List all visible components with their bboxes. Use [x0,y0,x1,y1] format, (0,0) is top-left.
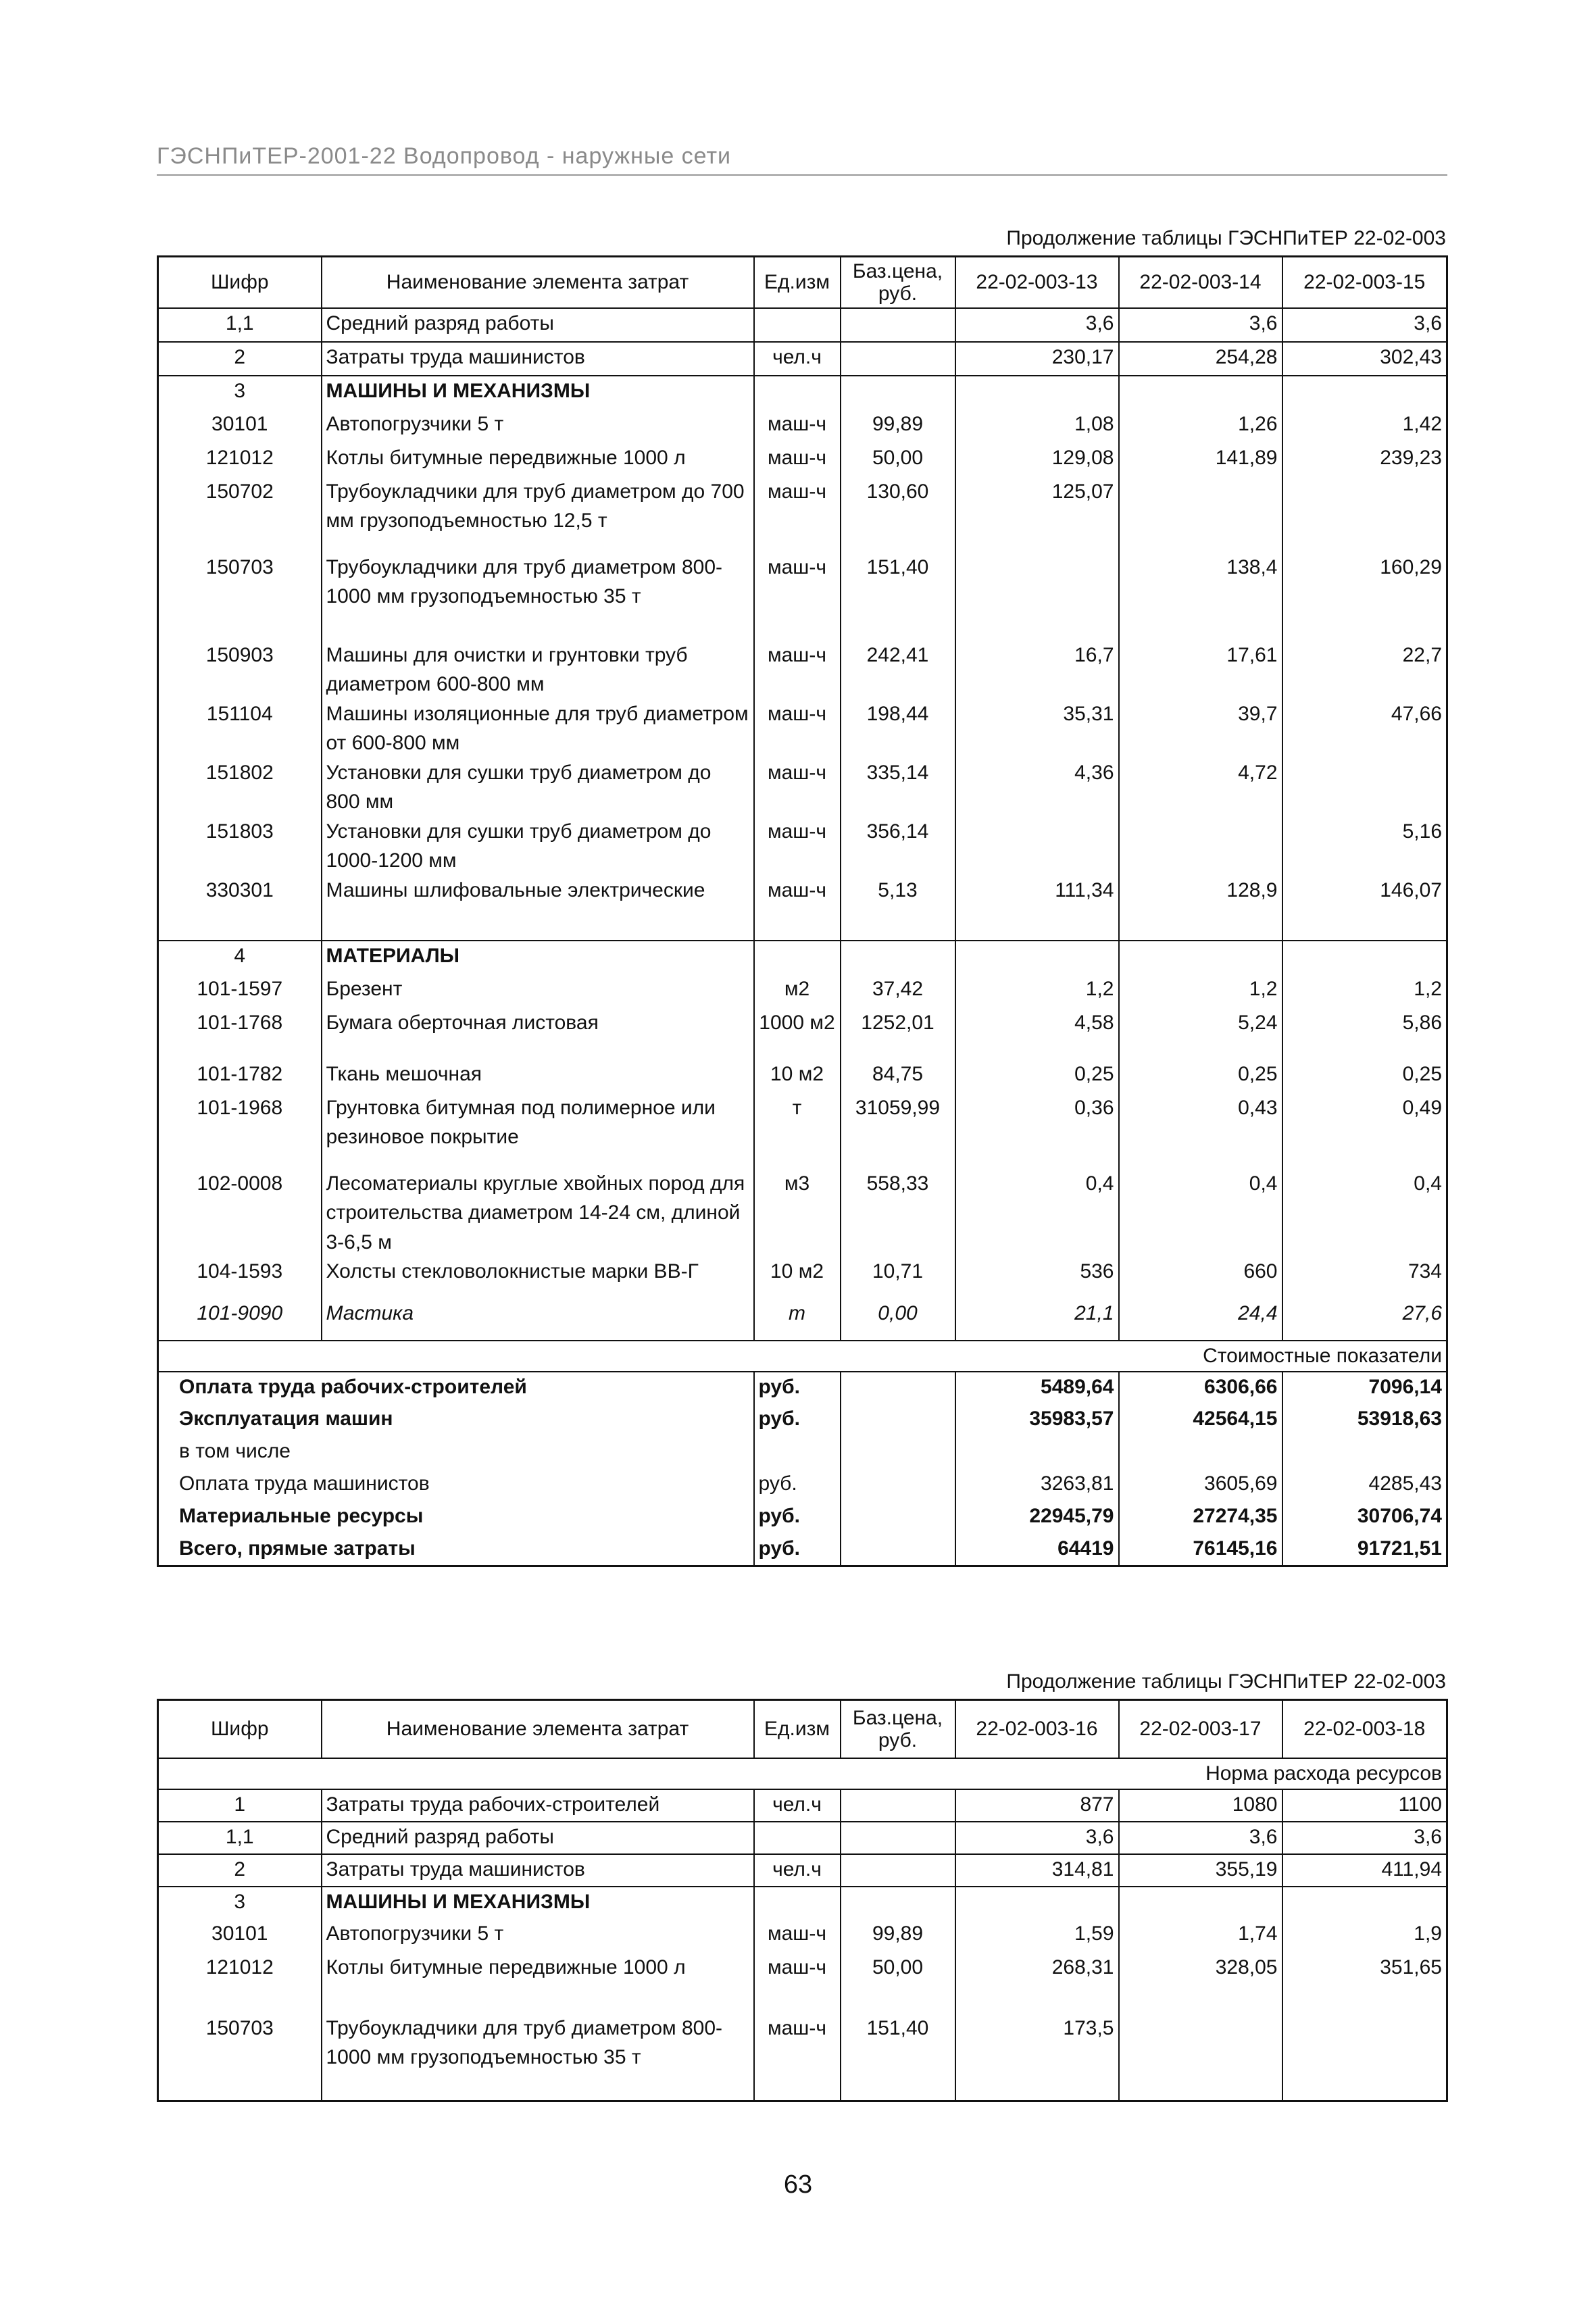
cell-norm-a: 0,36 [955,1093,1119,1169]
cell-norm-a: 536 [955,1257,1119,1299]
cost-value [955,1437,1119,1469]
cell-base-price [841,941,955,974]
cost-value: 64419 [955,1534,1119,1566]
cell-norm-c: 1,2 [1282,974,1447,1008]
cell-name: Затраты труда машинистов [322,1854,754,1887]
cell-code: 151803 [158,817,322,876]
cell-base-price: 99,89 [841,1919,955,1953]
cell-name: Трубоукладчики для труб диаметром 800-1000 мм грузоподъемностью 35 т [322,553,754,641]
col-header-base-price: Баз.цена, руб. [841,257,955,308]
cell-unit: маш-ч [754,1953,841,2014]
cell-norm-b: 0,25 [1119,1060,1282,1093]
cost-value: 22945,79 [955,1501,1119,1534]
cell-code: 101-1782 [158,1060,322,1093]
cost-base-price-empty [841,1404,955,1437]
cell-norm-b: 17,61 [1119,641,1282,699]
table-row [158,699,1447,758]
cell-norm-b: 1,2 [1119,974,1282,1008]
cost-value: 27274,35 [1119,1501,1282,1534]
table-row [158,641,1447,699]
cell-norm-c: 160,29 [1282,553,1447,641]
cell-name: МАТЕРИАЛЫ [322,941,754,974]
cell-code: 1 [158,1789,322,1822]
cell-unit: 1000 м2 [754,1008,841,1060]
cell-code: 101-1768 [158,1008,322,1060]
cell-norm-c: 5,86 [1282,1008,1447,1060]
table-row [158,1060,1447,1093]
cell-name: МАШИНЫ И МЕХАНИЗМЫ [322,376,754,409]
cost-value: 91721,51 [1282,1534,1447,1566]
cell-norm-c [1282,2014,1447,2101]
norm-label-row [158,1758,1447,1789]
cell-norm-a: 1,2 [955,974,1119,1008]
cell-norm-c: 0,25 [1282,1060,1447,1093]
cell-code: 330301 [158,876,322,941]
cell-unit: маш-ч [754,443,841,477]
cell-base-price [841,308,955,342]
cell-norm-a: 314,81 [955,1854,1119,1887]
cell-unit: чел.ч [754,1854,841,1887]
col-header-norm-14: 22-02-003-14 [1119,257,1282,308]
cell-norm-a [955,376,1119,409]
cell-norm-b: 3,6 [1119,308,1282,342]
cell-norm-b [1119,477,1282,553]
table-continuation-label: Продолжение таблицы ГЭСНПиТЕР 22-02-003 [1006,1670,1446,1693]
table-row [158,1822,1447,1854]
cell-unit: маш-ч [754,553,841,641]
cell-unit: 10 м2 [754,1257,841,1299]
cell-name: Мастика [322,1299,754,1341]
cell-code: 4 [158,941,322,974]
cell-code: 3 [158,376,322,409]
cell-norm-a: 3,6 [955,308,1119,342]
cost-base-price-empty [841,1534,955,1566]
cell-unit [754,1822,841,1854]
cell-unit: чел.ч [754,1789,841,1822]
cost-name: Оплата труда машинистов [158,1469,754,1501]
table-row [158,477,1447,553]
cell-norm-b: 24,4 [1119,1299,1282,1341]
cell-norm-b [1119,1887,1282,1919]
cell-unit: маш-ч [754,409,841,443]
cell-base-price: 198,44 [841,699,955,758]
cell-base-price [841,1854,955,1887]
table-continuation-label: Продолжение таблицы ГЭСНПиТЕР 22-02-003 [1006,227,1446,249]
cost-unit: руб. [754,1404,841,1437]
cell-norm-b: 138,4 [1119,553,1282,641]
col-header-code: Шифр [158,257,322,308]
cell-code: 121012 [158,1953,322,2014]
cost-value: 76145,16 [1119,1534,1282,1566]
cell-norm-c: 302,43 [1282,342,1447,376]
col-header-code: Шифр [158,1700,322,1758]
cell-code: 30101 [158,1919,322,1953]
cell-norm-c: 5,16 [1282,817,1447,876]
cell-code: 1,1 [158,1822,322,1854]
cost-base-price-empty [841,1437,955,1469]
cell-code: 2 [158,342,322,376]
table-row [158,974,1447,1008]
cell-code: 102-0008 [158,1169,322,1258]
cell-norm-c [1282,477,1447,553]
cell-code: 150702 [158,477,322,553]
cell-norm-c: 411,94 [1282,1854,1447,1887]
col-header-name: Наименование элемента затрат [322,257,754,308]
table-row [158,1887,1447,1919]
cell-norm-c [1282,376,1447,409]
cell-base-price: 151,40 [841,553,955,641]
cell-name: Ткань мешочная [322,1060,754,1093]
cell-base-price: 31059,99 [841,1093,955,1169]
cell-unit: маш-ч [754,2014,841,2101]
cell-unit: маш-ч [754,477,841,553]
cell-norm-a: 1,59 [955,1919,1119,1953]
resource-table-1 [157,255,1448,1567]
cell-unit: чел.ч [754,342,841,376]
table-row [158,941,1447,974]
cell-name: Лесоматериалы круглые хвойных пород для строительства диаметром 14-24 см, длиной 3-6,5 м [322,1169,754,1258]
cell-code: 3 [158,1887,322,1919]
page-number: 63 [783,2170,813,2199]
cell-code: 101-1597 [158,974,322,1008]
cell-norm-a: 4,58 [955,1008,1119,1060]
cell-code: 121012 [158,443,322,477]
table-row [158,2014,1447,2101]
cell-unit: м3 [754,1169,841,1258]
cost-row [158,1501,1447,1534]
cell-name: Средний разряд работы [322,1822,754,1854]
cell-name: Машины для очистки и грунтовки труб диаметром 600-800 мм [322,641,754,699]
table-row [158,758,1447,817]
cell-base-price [841,376,955,409]
cell-norm-b [1119,817,1282,876]
cell-unit [754,1887,841,1919]
cell-norm-c: 239,23 [1282,443,1447,477]
cell-code: 1,1 [158,308,322,342]
col-header-base-price: Баз.цена, руб. [841,1700,955,1758]
table-row [158,1953,1447,2014]
cost-value [1119,1437,1282,1469]
cell-base-price [841,342,955,376]
cell-name: Средний разряд работы [322,308,754,342]
cell-norm-a: 111,34 [955,876,1119,941]
cell-name: Котлы битумные передвижные 1000 л [322,443,754,477]
table-row [158,1299,1447,1341]
cost-value: 6306,66 [1119,1372,1282,1404]
cell-unit: м2 [754,974,841,1008]
cell-norm-a: 4,36 [955,758,1119,817]
cell-name: Бумага оберточная листовая [322,1008,754,1060]
cell-name: Котлы битумные передвижные 1000 л [322,1953,754,2014]
cost-name: в том числе [158,1437,754,1469]
cost-value: 42564,15 [1119,1404,1282,1437]
cost-unit: руб. [754,1469,841,1501]
table-row [158,443,1447,477]
cell-norm-a: 230,17 [955,342,1119,376]
cost-value: 3263,81 [955,1469,1119,1501]
norm-label: Норма расхода ресурсов [158,1758,1447,1789]
cell-norm-a: 21,1 [955,1299,1119,1341]
cell-norm-a: 268,31 [955,1953,1119,2014]
cell-norm-a: 877 [955,1789,1119,1822]
cell-name: Установки для сушки труб диаметром до 1000-1200 мм [322,817,754,876]
cell-base-price: 99,89 [841,409,955,443]
cell-norm-a: 173,5 [955,2014,1119,2101]
table-row [158,376,1447,409]
cell-base-price [841,1822,955,1854]
table-row [158,342,1447,376]
cell-base-price: 356,14 [841,817,955,876]
cell-norm-b: 39,7 [1119,699,1282,758]
col-header-norm-17: 22-02-003-17 [1119,1700,1282,1758]
table-row [158,1854,1447,1887]
cell-norm-c: 1100 [1282,1789,1447,1822]
cost-value [1282,1437,1447,1469]
cell-base-price: 1252,01 [841,1008,955,1060]
cell-norm-c: 22,7 [1282,641,1447,699]
cell-norm-b [1119,2014,1282,2101]
cell-norm-a [955,553,1119,641]
cell-base-price: 335,14 [841,758,955,817]
col-header-norm-13: 22-02-003-13 [955,257,1119,308]
cell-unit [754,941,841,974]
cell-norm-a [955,941,1119,974]
cell-base-price: 50,00 [841,443,955,477]
table-row [158,876,1447,941]
cell-norm-c: 1,42 [1282,409,1447,443]
col-header-name: Наименование элемента затрат [322,1700,754,1758]
cell-code: 150703 [158,553,322,641]
cell-norm-c: 47,66 [1282,699,1447,758]
cost-value: 5489,64 [955,1372,1119,1404]
col-header-unit: Ед.изм [754,257,841,308]
cell-code: 101-1968 [158,1093,322,1169]
cell-norm-b: 1,26 [1119,409,1282,443]
cell-base-price [841,1887,955,1919]
cell-name: Автопогрузчики 5 т [322,409,754,443]
cell-norm-b: 128,9 [1119,876,1282,941]
cost-unit: руб. [754,1372,841,1404]
cell-code: 150703 [158,2014,322,2101]
cost-unit: руб. [754,1534,841,1566]
cell-norm-a: 0,4 [955,1169,1119,1258]
cell-code: 151104 [158,699,322,758]
cost-value: 35983,57 [955,1404,1119,1437]
cell-name: МАШИНЫ И МЕХАНИЗМЫ [322,1887,754,1919]
resource-table-2 [157,1699,1448,2102]
cell-norm-a [955,1887,1119,1919]
cost-unit [754,1437,841,1469]
col-header-unit: Ед.изм [754,1700,841,1758]
cell-norm-c: 0,49 [1282,1093,1447,1169]
cell-base-price: 130,60 [841,477,955,553]
cell-norm-c: 0,4 [1282,1169,1447,1258]
cost-row [158,1469,1447,1501]
cost-value: 7096,14 [1282,1372,1447,1404]
cell-name: Машины изоляционные для труб диаметром от 600-800 мм [322,699,754,758]
table-row [158,1257,1447,1299]
cell-norm-b: 328,05 [1119,1953,1282,2014]
cell-norm-c [1282,1887,1447,1919]
cell-code: 150903 [158,641,322,699]
col-header-norm-18: 22-02-003-18 [1282,1700,1447,1758]
cell-norm-c: 351,65 [1282,1953,1447,2014]
cell-code: 151802 [158,758,322,817]
cell-norm-c [1282,758,1447,817]
cell-unit: маш-ч [754,758,841,817]
cell-unit [754,376,841,409]
cost-indicators-row [158,1341,1447,1372]
cell-norm-b: 254,28 [1119,342,1282,376]
cell-name: Холсты стекловолокнистые марки ВВ-Г [322,1257,754,1299]
table-row [158,817,1447,876]
cell-base-price: 151,40 [841,2014,955,2101]
cost-name: Всего, прямые затраты [158,1534,754,1566]
cost-row [158,1437,1447,1469]
table-row [158,1093,1447,1169]
cell-norm-a: 16,7 [955,641,1119,699]
cell-name: Установки для сушки труб диаметром до 800 мм [322,758,754,817]
cell-norm-b: 0,4 [1119,1169,1282,1258]
cell-norm-b: 1,74 [1119,1919,1282,1953]
cell-norm-c: 3,6 [1282,308,1447,342]
cell-base-price: 84,75 [841,1060,955,1093]
cell-name: Трубоукладчики для труб диаметром до 700 мм грузоподъемностью 12,5 т [322,477,754,553]
cell-norm-b: 660 [1119,1257,1282,1299]
col-header-norm-15: 22-02-003-15 [1282,257,1447,308]
running-header: ГЭСНПиТЕР-2001-22 Водопровод - наружные сети [157,143,1447,176]
cell-norm-a: 3,6 [955,1822,1119,1854]
cell-unit: 10 м2 [754,1060,841,1093]
cell-name: Грунтовка битумная под полимерное или резиновое покрытие [322,1093,754,1169]
cell-name: Затраты труда рабочих-строителей [322,1789,754,1822]
cell-norm-b: 355,19 [1119,1854,1282,1887]
cell-name: Автопогрузчики 5 т [322,1919,754,1953]
cell-code: 2 [158,1854,322,1887]
cell-name: Затраты труда машинистов [322,342,754,376]
cost-value: 3605,69 [1119,1469,1282,1501]
cell-norm-b [1119,376,1282,409]
cell-norm-b [1119,941,1282,974]
cell-base-price: 50,00 [841,1953,955,2014]
cell-unit [754,308,841,342]
cell-norm-c: 27,6 [1282,1299,1447,1341]
cell-code: 30101 [158,409,322,443]
cell-unit: маш-ч [754,1919,841,1953]
cell-norm-b: 5,24 [1119,1008,1282,1060]
cell-base-price: 558,33 [841,1169,955,1258]
cell-code: 101-9090 [158,1299,322,1341]
cell-norm-c: 1,9 [1282,1919,1447,1953]
cell-norm-b: 1080 [1119,1789,1282,1822]
cell-name: Машины шлифовальные электрические [322,876,754,941]
cell-norm-a [955,817,1119,876]
cell-norm-b: 4,72 [1119,758,1282,817]
table-row [158,553,1447,641]
cost-indicators-label: Стоимостные показатели [158,1341,1447,1372]
cost-value: 30706,74 [1282,1501,1447,1534]
cell-base-price: 10,71 [841,1257,955,1299]
cell-base-price: 37,42 [841,974,955,1008]
cell-code: 104-1593 [158,1257,322,1299]
cell-norm-c [1282,941,1447,974]
cell-norm-c: 734 [1282,1257,1447,1299]
cost-value: 4285,43 [1282,1469,1447,1501]
cell-norm-c: 146,07 [1282,876,1447,941]
cost-row [158,1372,1447,1404]
cell-base-price: 5,13 [841,876,955,941]
cell-base-price: 0,00 [841,1299,955,1341]
cell-name: Брезент [322,974,754,1008]
cost-name: Оплата труда рабочих-строителей [158,1372,754,1404]
cost-base-price-empty [841,1469,955,1501]
table-row [158,1789,1447,1822]
cell-unit: т [754,1299,841,1341]
cell-norm-a: 125,07 [955,477,1119,553]
cost-base-price-empty [841,1372,955,1404]
cell-name: Трубоукладчики для труб диаметром 800-1000 мм грузоподъемностью 35 т [322,2014,754,2101]
table-row [158,1919,1447,1953]
cell-unit: маш-ч [754,817,841,876]
cell-norm-b: 3,6 [1119,1822,1282,1854]
cell-unit: т [754,1093,841,1169]
table-row [158,1008,1447,1060]
cell-unit: маш-ч [754,641,841,699]
cell-norm-b: 141,89 [1119,443,1282,477]
cell-unit: маш-ч [754,876,841,941]
table-row [158,308,1447,342]
cell-norm-a: 0,25 [955,1060,1119,1093]
cell-norm-b: 0,43 [1119,1093,1282,1169]
cost-row [158,1404,1447,1437]
cost-name: Эксплуатация машин [158,1404,754,1437]
cell-norm-c: 3,6 [1282,1822,1447,1854]
table-row [158,1169,1447,1258]
cost-row [158,1534,1447,1566]
col-header-norm-16: 22-02-003-16 [955,1700,1119,1758]
table-row [158,409,1447,443]
cell-base-price: 242,41 [841,641,955,699]
cell-norm-a: 35,31 [955,699,1119,758]
cost-value: 53918,63 [1282,1404,1447,1437]
cell-norm-a: 1,08 [955,409,1119,443]
cost-base-price-empty [841,1501,955,1534]
cost-unit: руб. [754,1501,841,1534]
cell-base-price [841,1789,955,1822]
cell-unit: маш-ч [754,699,841,758]
cost-name: Материальные ресурсы [158,1501,754,1534]
cell-norm-a: 129,08 [955,443,1119,477]
